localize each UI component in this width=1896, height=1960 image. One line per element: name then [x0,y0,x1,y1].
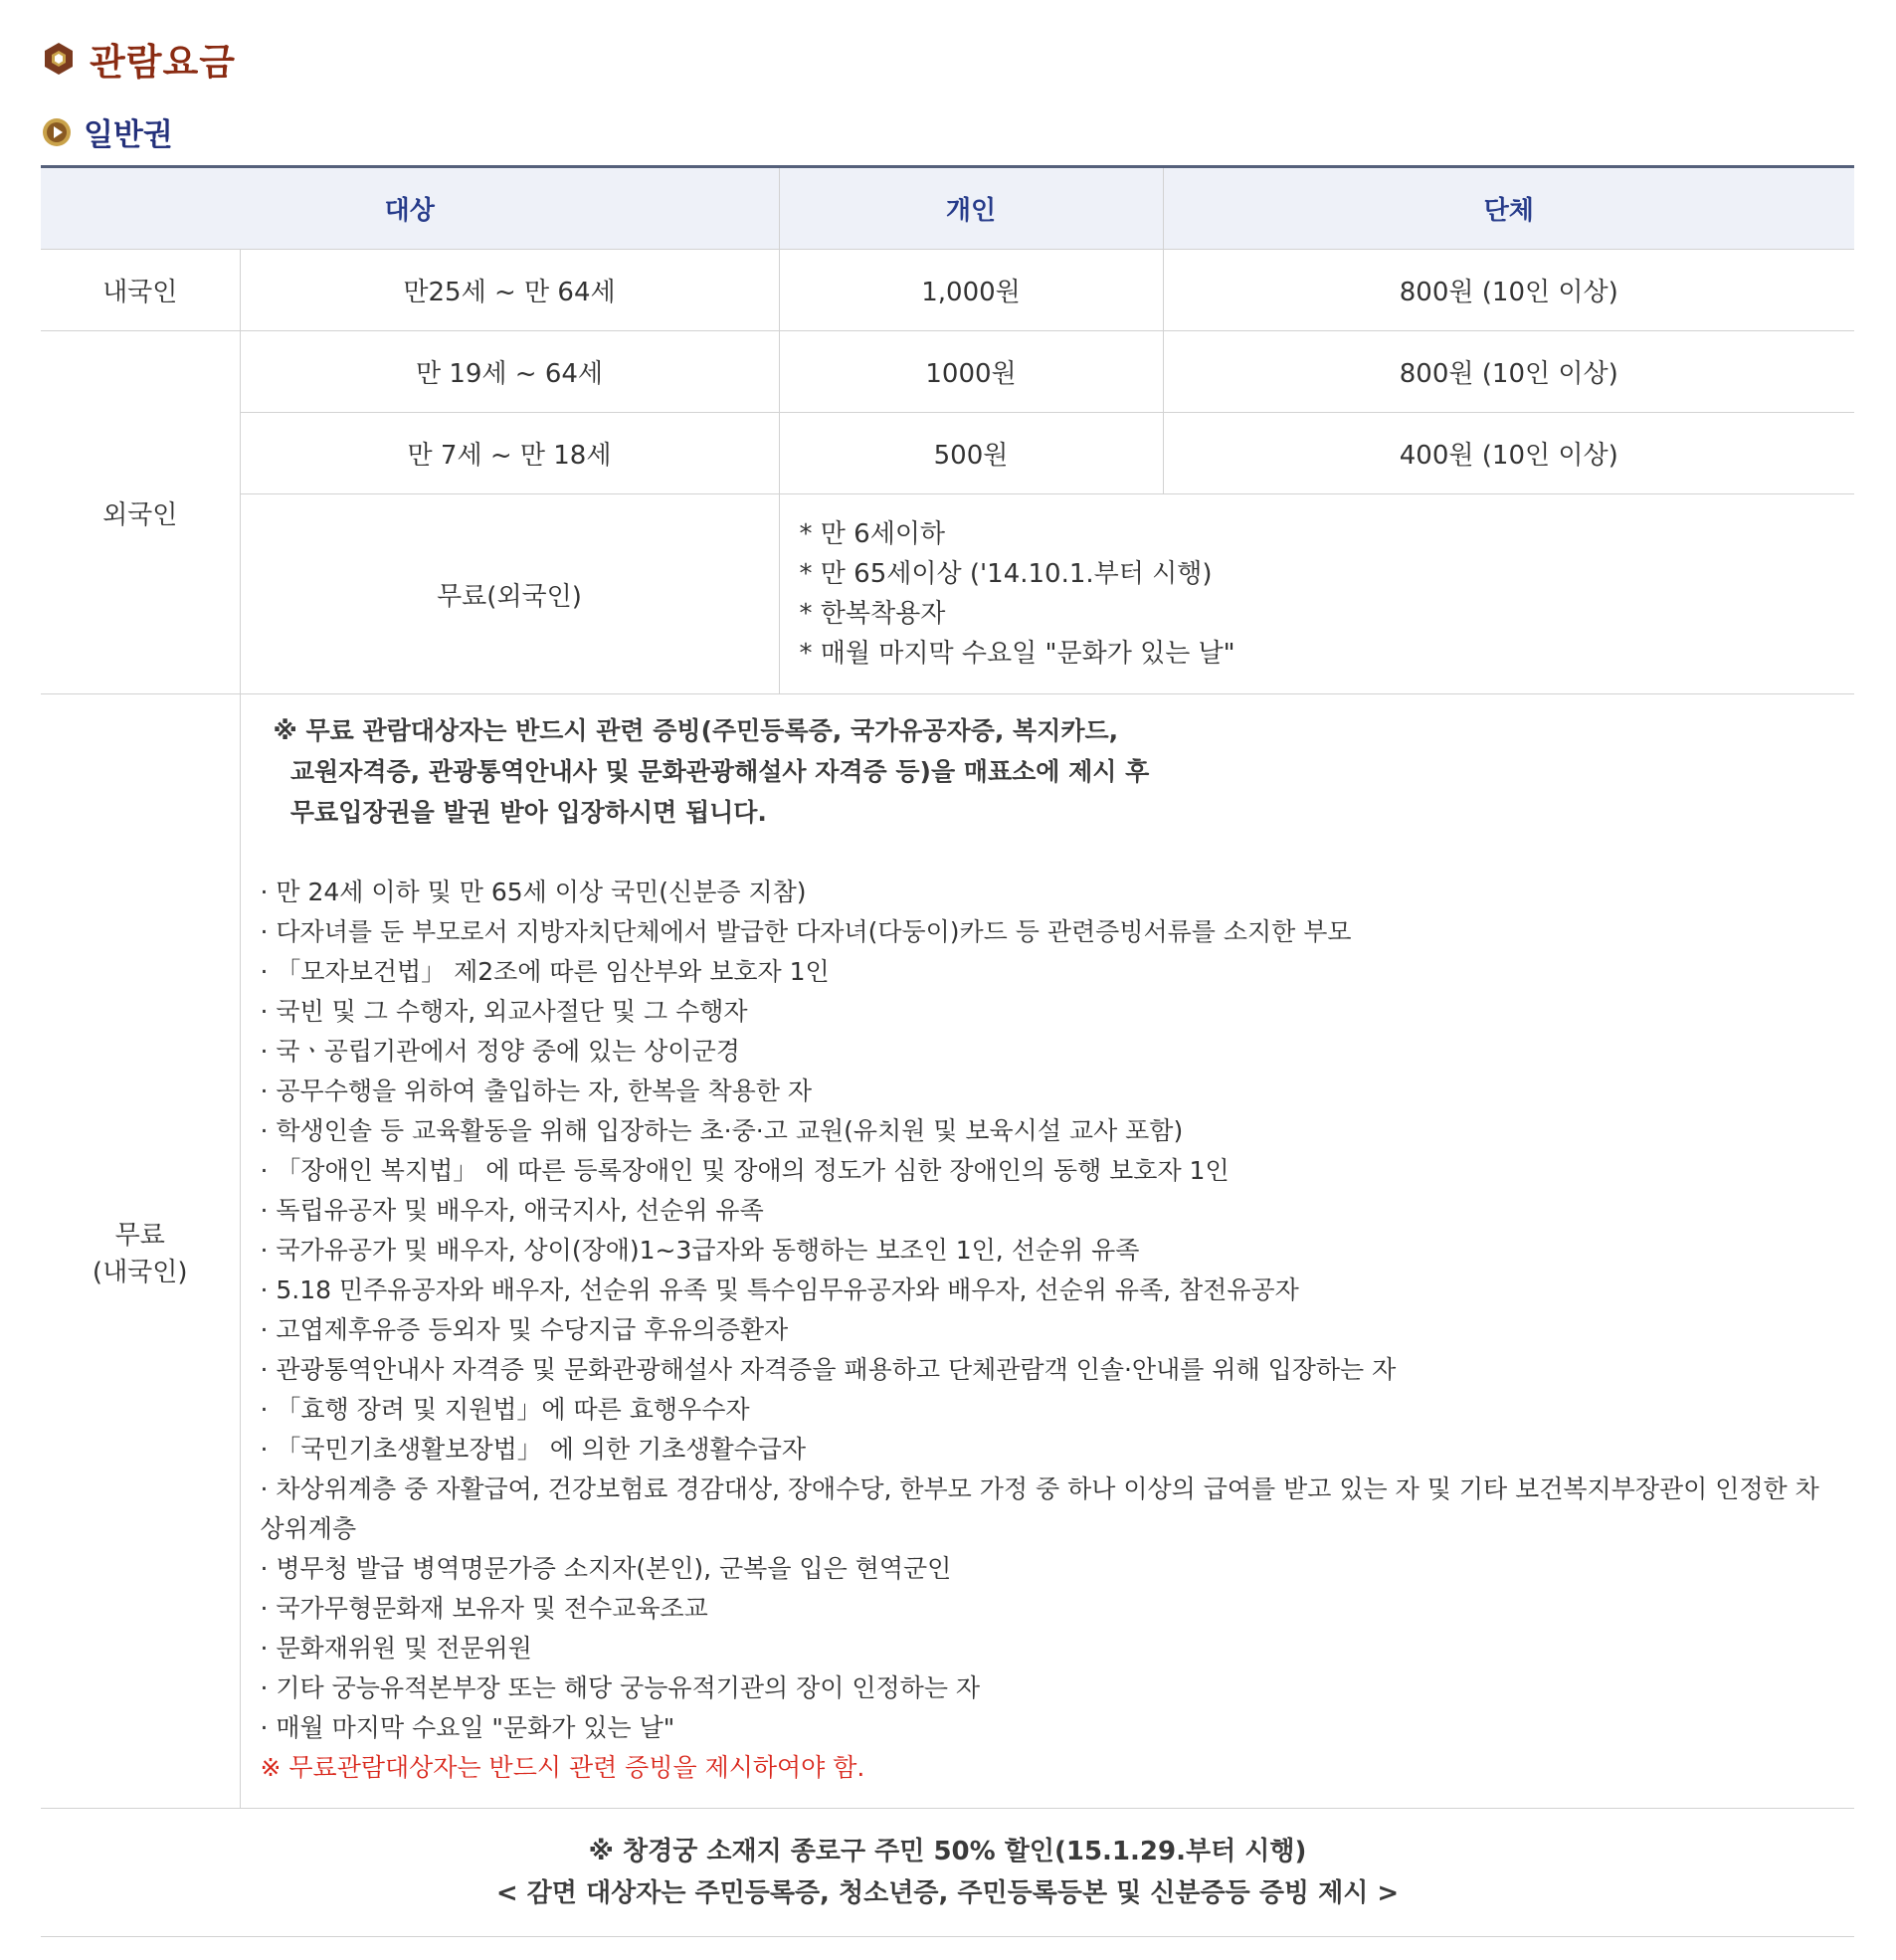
free-eligibility-list [261,873,1835,1748]
category-free-domestic [41,694,240,1809]
list-item: · 매월 마지막 수요일 "문화가 있는 날" [260,1713,675,1742]
table-row-discount [41,1809,1854,1937]
category-foreign: 외국인 [41,331,240,694]
list-item: · 5.18 민주유공자와 배우자, 선순위 유족 및 특수임무유공자와 배우자, 선순위 유족, 참전유공자 [260,1275,1299,1304]
table-row-free-domestic [41,694,1854,1809]
list-item: · 다자녀를 둔 부모로서 지방자치단체에서 발급한 다자녀(다둥이)카드 등 관련증빙서류를 소지한 부모 [260,917,1352,946]
list-item: * 만 65세이상 ('14.10.1.부터 시행) [799,559,1213,589]
category-line: (내국인) [92,1257,188,1287]
list-item: * 한복착용자 [799,599,946,629]
hexagon-bullet-icon [42,42,76,76]
price-group: 800원 (10인 이상) [1163,250,1854,331]
fee-table [41,165,1854,1937]
list-item: · 국가유공가 및 배우자, 상이(장애)1~3급자와 동행하는 보조인 1인, 선순위 유족 [260,1236,1140,1265]
category-domestic: 내국인 [41,250,240,331]
page-title-text: 관람요금 [90,41,236,84]
list-item: · 「효행 장려 및 지원법」에 따른 효행우수자 [260,1395,750,1424]
price-individual: 500원 [779,413,1163,494]
age-range: 만 19세 ~ 64세 [240,331,779,413]
list-item: · 문화재위원 및 전문위원 [260,1634,532,1663]
list-item: · 「국민기초생활보장법」 에 의한 기초생활수급자 [260,1435,807,1464]
age-range: 만 7세 ~ 만 18세 [240,413,779,494]
table-row-domestic [41,250,1854,331]
page-title [42,32,236,86]
header-individual: 개인 [779,167,1163,250]
free-foreign-notes [779,494,1854,694]
play-circle-icon [42,117,72,147]
section-subtitle [42,109,173,154]
price-individual: 1,000원 [779,250,1163,331]
list-item: * 매월 마지막 수요일 "문화가 있는 날" [799,639,1235,669]
discount-line: ※ 창경궁 소재지 종로구 주민 50% 할인(15.1.29.부터 시행) [588,1837,1307,1866]
list-item: · 국가무형문화재 보유자 및 전수교육조교 [260,1594,708,1623]
free-domestic-list [240,694,1854,1809]
list-item: · 「장애인 복지법」 에 따른 등록장애인 및 장애의 정도가 심한 장애인의 동행 보호자 1인 [260,1156,1230,1185]
list-item: · 고엽제후유증 등외자 및 수당지급 후유의증환자 [260,1315,789,1344]
list-item: · 공무수행을 위하여 출입하는 자, 한복을 착용한 자 [260,1077,813,1105]
list-item: · 차상위계층 중 자활급여, 건강보험료 경감대상, 장애수당, 한부모 가정 중 하나 이상의 급여를 받고 있는 자 및 기타 보건복지부장관이 인정한 차상위계층 [260,1474,1819,1543]
discount-notice [41,1809,1854,1937]
list-item: · 기타 궁능유적본부장 또는 해당 궁능유적기관의 장이 인정하는 자 [260,1673,981,1702]
list-item: · 만 24세 이하 및 만 65세 이상 국민(신분증 지참) [260,878,807,906]
price-group: 400원 (10인 이상) [1163,413,1854,494]
free-warning: ※ 무료관람대상자는 반드시 관련 증빙을 제시하여야 함. [260,1753,865,1782]
list-item: · 「모자보건법」 제2조에 따른 임산부와 보호자 1인 [260,957,830,986]
list-item: * 만 6세이하 [799,519,946,549]
discount-line: < 감면 대상자는 주민등록증, 청소년증, 주민등록등본 및 신분증등 증빙 제시 > [495,1878,1400,1908]
list-item: · 국빈 및 그 수행자, 외교사절단 및 그 수행자 [260,997,748,1026]
list-item: · 학생인솔 등 교육활동을 위해 입장하는 초·중·고 교원(유치원 및 보육시설 교사 포함) [260,1116,1184,1145]
free-foreign-label: 무료(외국인) [240,494,779,694]
header-target: 대상 [41,167,779,250]
free-notice: ※ 무료 관람대상자는 반드시 관련 증빙(주민등록증, 국가유공자증, 복지카드, 교원자격증, 관광통역안내사 및 문화관광해설사 자격증 등)을 매표소에 제시 후 무료입장권을 발권 받아 입장하시면 됩니다. [273,716,1150,827]
table-row-foreign-free [41,494,1854,694]
header-group: 단체 [1163,167,1854,250]
category-line: 무료 [114,1220,165,1251]
list-item: · 국ㆍ공립기관에서 정양 중에 있는 상이군경 [260,1037,740,1066]
section-subtitle-text: 일반권 [84,117,173,153]
table-row-foreign-adult [41,331,1854,413]
list-item: · 독립유공자 및 배우자, 애국지사, 선순위 유족 [260,1196,764,1225]
list-item: · 병무청 발급 병역명문가증 소지자(본인), 군복을 입은 현역군인 [260,1554,952,1583]
list-item: · 관광통역안내사 자격증 및 문화관광해설사 자격증을 패용하고 단체관람객 인솔·안내를 위해 입장하는 자 [260,1355,1397,1384]
price-individual: 1000원 [779,331,1163,413]
age-range: 만25세 ~ 만 64세 [240,250,779,331]
table-row-foreign-youth [41,413,1854,494]
table-header-row [41,167,1854,250]
price-group: 800원 (10인 이상) [1163,331,1854,413]
